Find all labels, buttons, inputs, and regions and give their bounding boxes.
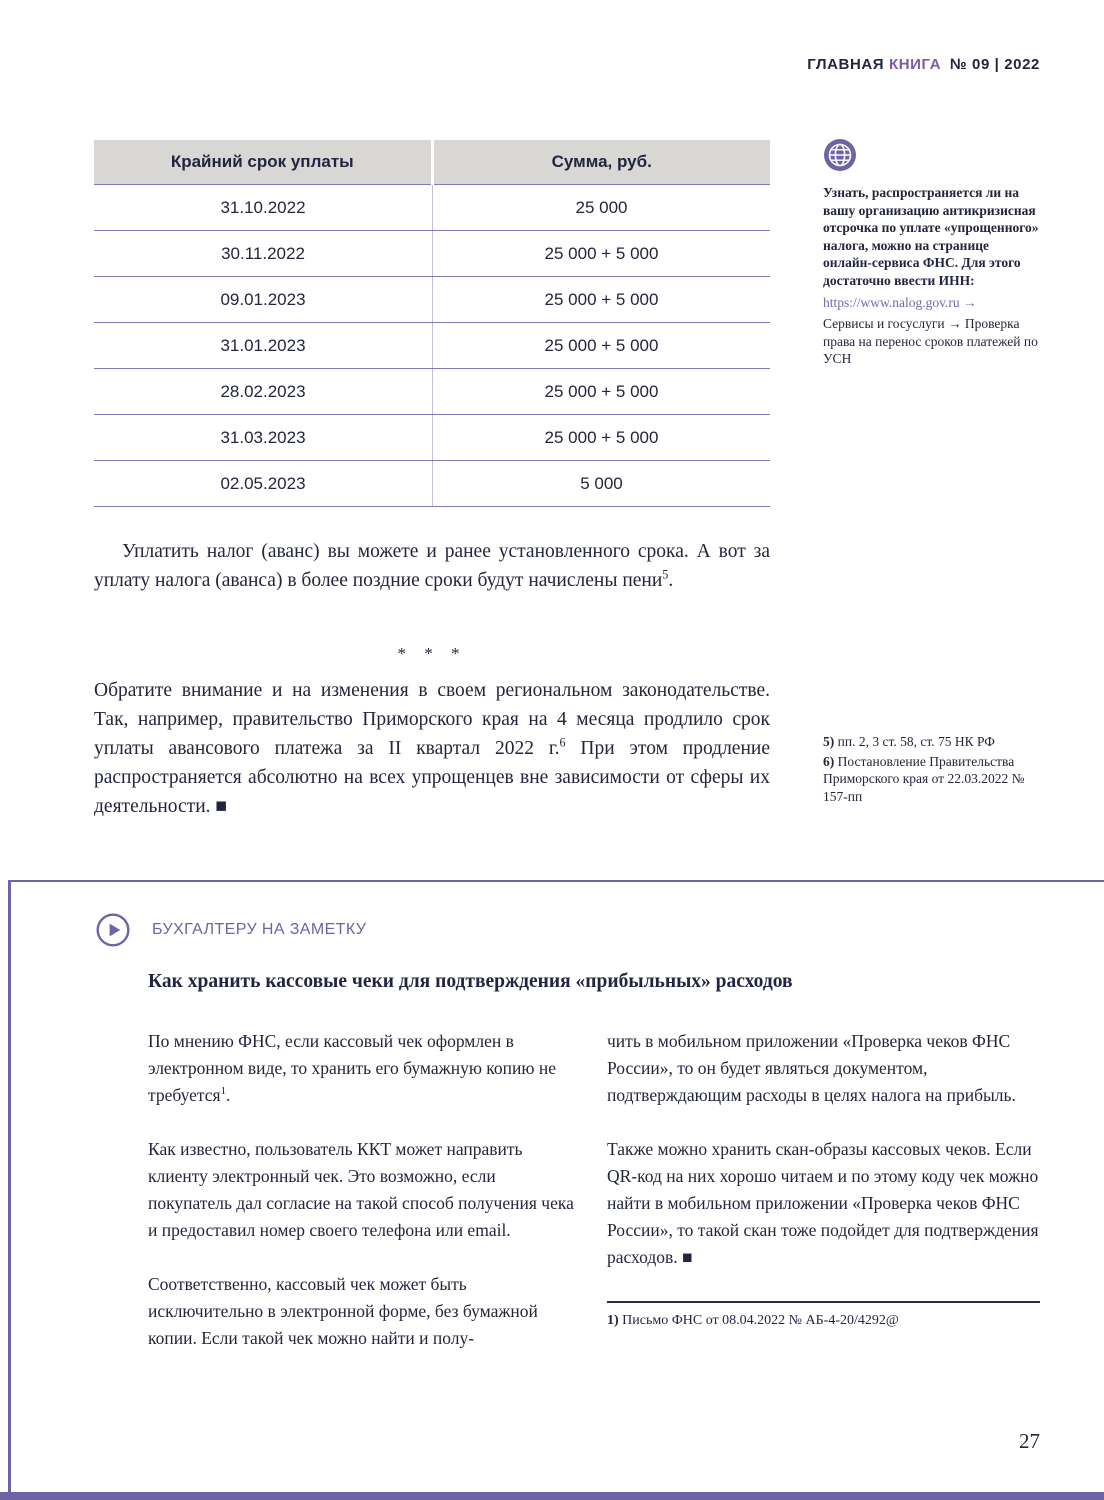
play-icon — [96, 913, 130, 947]
table-row — [94, 231, 770, 277]
table-row — [94, 369, 770, 415]
table-row — [94, 185, 770, 231]
table-row — [94, 323, 770, 369]
sidebar-service-path: Сервисы и госуслуги → Проверка права на перенос сроков платежей по УСН — [823, 316, 1038, 366]
table-cell-amount: 25 000 + 5 000 — [432, 415, 770, 460]
footnote-text: Письмо ФНС от 08.04.2022 № АБ-4-20/4292@ — [618, 1313, 899, 1328]
left-accent-rule — [8, 880, 11, 1500]
footnote-ref-1: 1 — [220, 1085, 227, 1098]
note-column-left — [148, 1028, 580, 1352]
table-cell-date: 31.03.2023 — [220, 427, 306, 447]
note-paragraph: Также можно хранить скан-образы кассовых чеков. Если QR-код на них хорошо читаем и по этому коду чек можно найти в мобильном приложении «Проверка чеков ФНС России», то такой скан тоже подойдет для подтверждения расходов. ■ — [607, 1139, 1039, 1267]
note-paragraph: чить в мобильном приложении «Проверка чеков ФНС России», то он будет являться документом, подтверждающим расходы в целях налога на прибыль. — [607, 1031, 1016, 1105]
paragraph-text: Обратите внимание и на изменения в своем региональном законодательстве. Так, например, правительство Приморского края на 4 месяца продлило срок уплаты авансового платежа за II квартал 2022 г. — [94, 680, 770, 759]
table-cell-date: 30.11.2022 — [221, 243, 305, 263]
footnote-5 — [823, 733, 1041, 751]
sidebar-note-text: Узнать, распространяется ли на вашу организацию антикризисная отсрочка по уплате «упрощенного» налога, можно на странице онлайн-сервиса ФНС. Для этого достаточно ввести ИНН: — [823, 185, 1039, 288]
footnote-6 — [823, 753, 1041, 806]
paragraph-text: Уплатить налог (аванс) вы можете и ранее установленного срока. А вот за уплату налога (аванса) в более поздние сроки будут начислены пени — [94, 541, 770, 591]
note-paragraph — [148, 1028, 580, 1109]
paragraph-text: . — [668, 570, 674, 591]
magazine-issue: № 09 | 2022 — [949, 56, 1040, 73]
table-header-amount: Сумма, руб. — [434, 140, 771, 185]
table-cell-amount: 5 000 — [432, 461, 770, 506]
footnote-text: Постановление Правительства Приморского края от 22.03.2022 № 157-пп — [823, 753, 1025, 804]
table-cell-date: 02.05.2023 — [220, 473, 306, 493]
footnote-number: 5) — [823, 734, 835, 749]
footnote-number: 1) — [607, 1313, 619, 1328]
paragraph-text: При этом продление распространяется абсолютно на всех упрощенцев вне зависимости от сферы их деятельности. ■ — [94, 738, 770, 817]
magazine-name-part1: ГЛАВНАЯ — [807, 56, 885, 73]
bottom-accent-bar — [0, 1492, 1104, 1500]
sidebar-online-service-note — [823, 138, 1041, 368]
table-cell-amount: 25 000 + 5 000 — [432, 323, 770, 368]
table-cell-date: 31.10.2022 — [220, 197, 306, 217]
paragraph-text: . — [226, 1085, 231, 1105]
footnote-1 — [607, 1301, 1040, 1330]
kicker-label: БУХГАЛТЕРУ НА ЗАМЕТКУ — [152, 921, 367, 938]
table-cell-amount: 25 000 + 5 000 — [432, 369, 770, 414]
table-header-row — [94, 140, 770, 185]
page-number: 27 — [1019, 1429, 1040, 1453]
note-column-right — [607, 1028, 1040, 1330]
footnote-ref-6: 6 — [559, 735, 566, 750]
magazine-name-part2: КНИГА — [888, 56, 942, 73]
footnote-ref-5: 5 — [662, 567, 669, 582]
table-row — [94, 277, 770, 323]
globe-icon — [823, 138, 857, 172]
footnote-number: 6) — [823, 753, 835, 769]
magazine-header — [807, 56, 1040, 73]
table-cell-date: 09.01.2023 — [220, 289, 306, 309]
note-paragraph: Соответственно, кассовый чек может быть исключительно в электронной форме, без бумажной копии. Если такой чек можно найти и полу- — [148, 1274, 538, 1348]
paragraph-text: По мнению ФНС, если кассовый чек оформлен в электронном виде, то хранить его бумажную копию не требуется — [148, 1031, 556, 1105]
sidebar-footnotes — [823, 733, 1041, 807]
footnote-text: пп. 2, 3 ст. 58, ст. 75 НК РФ — [834, 734, 995, 749]
section-divider-line — [8, 880, 1104, 882]
section-kicker — [96, 913, 366, 947]
paragraph-pay-early — [94, 537, 770, 595]
payment-deadlines-table — [94, 140, 770, 507]
table-cell-amount: 25 000 + 5 000 — [432, 277, 770, 322]
table-cell-date: 28.02.2023 — [220, 381, 306, 401]
table-cell-amount: 25 000 + 5 000 — [432, 231, 770, 276]
table-row — [94, 461, 770, 507]
note-paragraph: Как известно, пользователь ККТ может направить клиенту электронный чек. Это возможно, если покупатель дал согласие на такой способ получения чека и предоставил номер своего телефона или email. — [148, 1139, 574, 1240]
nalog-gov-link[interactable]: https://www.nalog.gov.ru → — [823, 295, 977, 310]
paragraph-regional-law — [94, 676, 770, 821]
table-cell-amount: 25 000 — [432, 185, 770, 230]
section-separator-stars: * * * — [397, 644, 467, 663]
table-cell-date: 31.01.2023 — [220, 335, 306, 355]
table-row — [94, 415, 770, 461]
note-headline: Как хранить кассовые чеки для подтверждения «прибыльных» расходов — [148, 971, 793, 992]
table-header-deadline: Крайний срок уплаты — [94, 140, 431, 185]
